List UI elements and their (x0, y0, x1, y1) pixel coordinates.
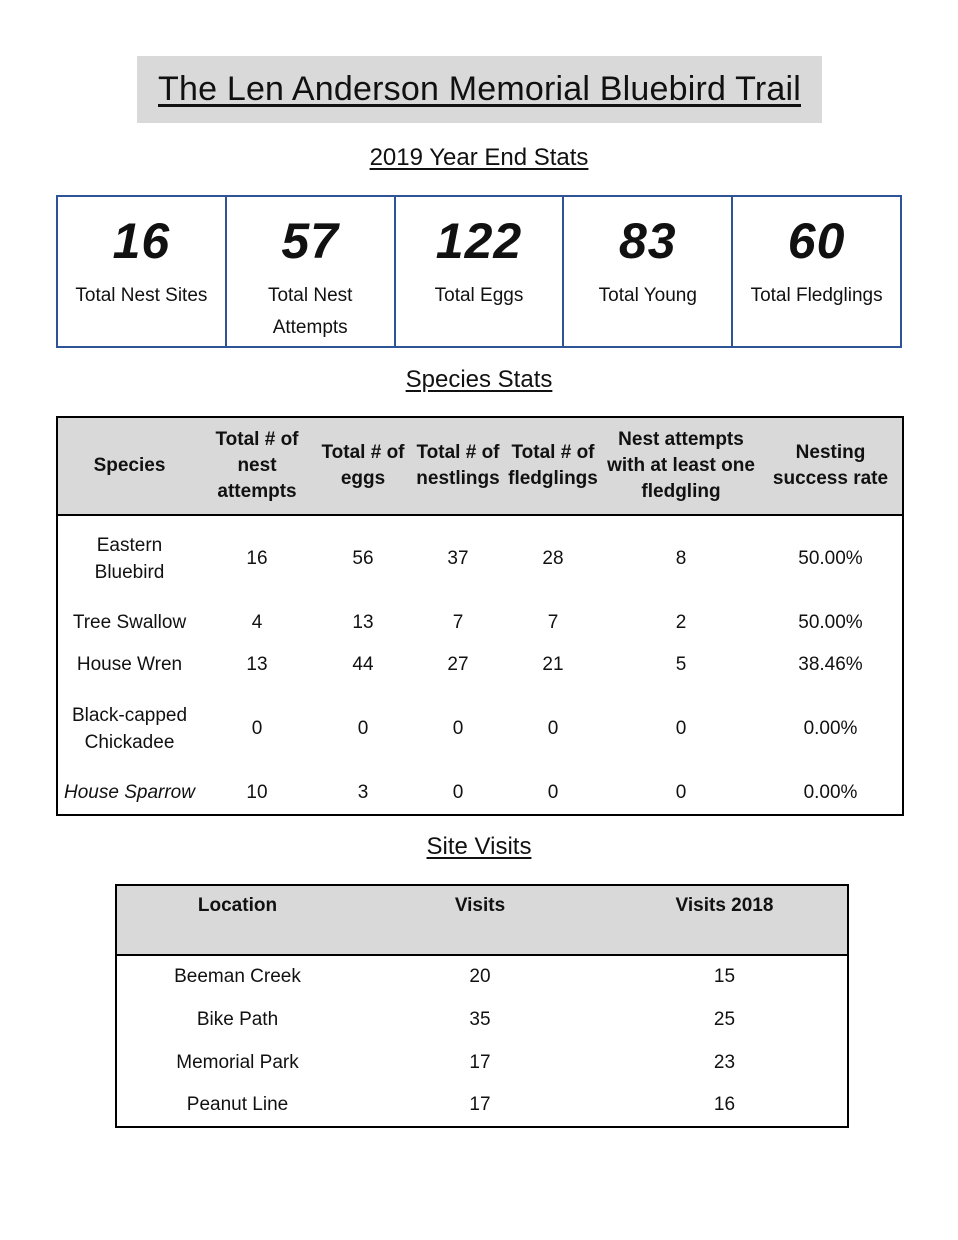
table-cell: House Wren (76, 654, 183, 676)
stat-card-nest-sites (58, 197, 227, 346)
column-header: Visits (358, 885, 602, 955)
table-cell: 20 (469, 966, 491, 987)
table-row (116, 1041, 848, 1084)
species-table (56, 416, 904, 816)
table-row (57, 601, 903, 643)
visits-heading: Site Visits (426, 833, 532, 860)
table-cell: 38.46% (798, 654, 863, 676)
table-cell: 0.00% (803, 718, 858, 740)
stats-row (56, 195, 902, 348)
table-cell: 50.00% (798, 612, 863, 634)
table-header-row (57, 417, 903, 515)
table-header-row (116, 885, 848, 955)
table-cell: 0 (547, 718, 559, 740)
table-cell: 44 (352, 654, 374, 676)
table-cell: Tree Swallow (72, 612, 187, 634)
table-cell: 13 (246, 654, 268, 676)
column-header: Nest attempts with at least one fledgling (603, 417, 759, 515)
table-cell: 0 (452, 718, 464, 740)
stat-label: Total Eggs (434, 285, 524, 306)
table-cell: 0.00% (803, 782, 858, 803)
stat-value: 60 (787, 213, 846, 269)
table-cell: 50.00% (798, 548, 863, 570)
table-cell: 17 (469, 1094, 491, 1115)
table-row (116, 998, 848, 1041)
table-row (116, 1084, 848, 1127)
table-cell: 16 (246, 548, 268, 570)
column-header: Nesting success rate (759, 417, 903, 515)
title-banner (137, 56, 822, 123)
table-cell: 0 (547, 782, 559, 803)
table-cell: 0 (357, 718, 369, 740)
table-cell: 5 (675, 654, 687, 676)
table-cell: Beeman Creek (174, 966, 301, 987)
stat-label: Total Nest Attempts (267, 285, 353, 338)
table-cell: Bike Path (196, 1008, 279, 1030)
table-cell: Peanut Line (186, 1094, 289, 1115)
stat-value: 57 (281, 213, 339, 269)
table-cell: 0 (251, 718, 263, 740)
column-header: Total # of nestlings (413, 417, 503, 515)
stat-value: 83 (618, 213, 677, 269)
column-header: Visits 2018 (602, 885, 848, 955)
stat-label: Total Nest Sites (75, 285, 208, 306)
table-cell: Black-capped Chickadee (71, 704, 188, 753)
table-cell: 25 (713, 1008, 736, 1030)
table-cell: 27 (447, 654, 469, 676)
table-row (57, 644, 903, 686)
table-cell: 0 (452, 782, 464, 803)
stat-label: Total Fledglings (750, 285, 883, 306)
table-cell: 3 (357, 782, 369, 803)
column-header: Total # of eggs (313, 417, 413, 515)
table-cell: 10 (246, 782, 268, 803)
column-header: Location (116, 885, 358, 955)
table-cell: 0 (675, 718, 687, 740)
species-heading: Species Stats (405, 366, 553, 393)
table-cell: 56 (352, 548, 374, 570)
table-row (57, 771, 903, 815)
table-cell: House Sparrow (64, 782, 195, 803)
table-row (57, 686, 903, 771)
table-row (57, 515, 903, 601)
table-cell: 17 (469, 1051, 491, 1073)
stat-label: Total Young (598, 285, 697, 306)
column-header: Total # of fledglings (503, 417, 603, 515)
stat-card-eggs (396, 197, 565, 346)
year-heading: 2019 Year End Stats (369, 144, 589, 171)
page-title: The Len Anderson Memorial Bluebird Trail (158, 70, 801, 108)
table-cell: 15 (713, 966, 736, 987)
table-cell: Memorial Park (176, 1051, 299, 1073)
stat-card-nest-attempts (227, 197, 396, 346)
table-row (116, 955, 848, 998)
table-cell: Eastern Bluebird (94, 534, 165, 583)
column-header: Species (57, 417, 201, 515)
table-cell: 28 (542, 548, 564, 570)
column-header: Total # of nest attempts (201, 417, 313, 515)
stat-card-young (564, 197, 733, 346)
table-cell: 2 (675, 612, 687, 634)
table-cell: 35 (469, 1008, 491, 1030)
table-cell: 13 (352, 612, 374, 634)
stat-value: 122 (435, 213, 523, 269)
table-cell: 0 (675, 782, 687, 803)
table-cell: 37 (447, 548, 469, 570)
table-cell: 16 (713, 1094, 736, 1115)
table-cell: 8 (675, 548, 687, 570)
table-cell: 7 (452, 612, 464, 634)
table-cell: 21 (542, 654, 564, 676)
table-cell: 23 (713, 1051, 736, 1073)
stat-value: 16 (112, 213, 171, 269)
stat-card-fledglings (733, 197, 900, 346)
site-visits-table (115, 884, 849, 1128)
table-cell: 4 (251, 612, 263, 634)
table-cell: 7 (547, 612, 559, 634)
